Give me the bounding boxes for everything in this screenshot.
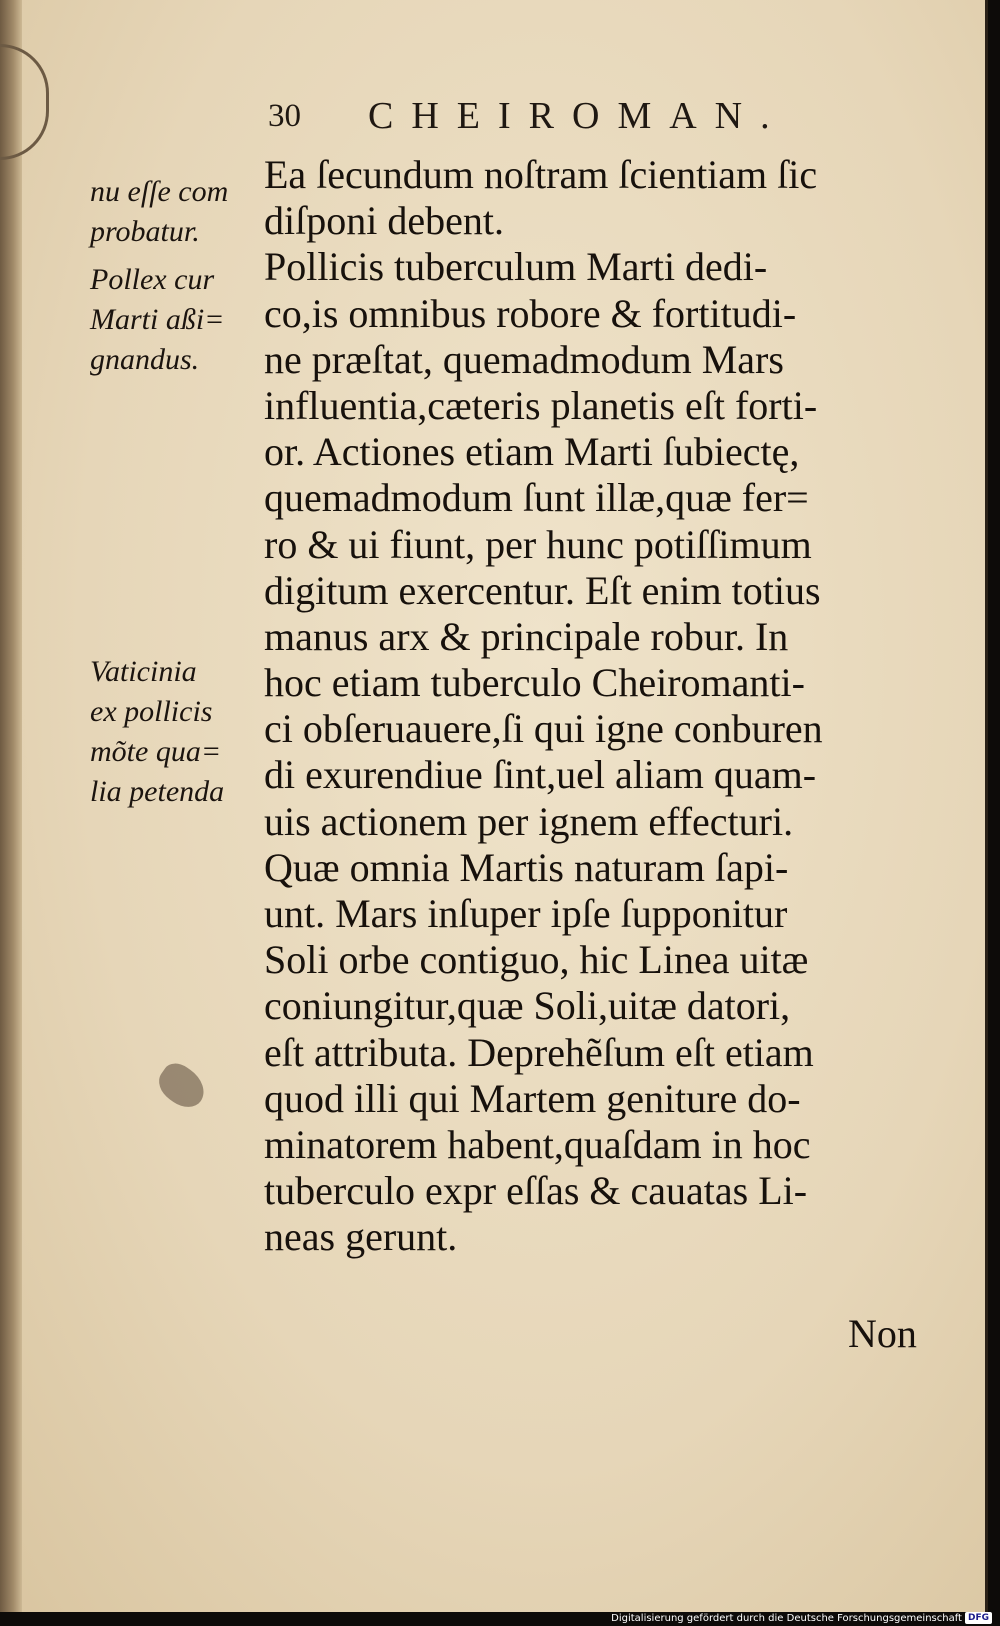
marginal-note-line: mõte qua= bbox=[90, 735, 222, 768]
text-line: uis actionem per ignem effecturi. bbox=[264, 798, 794, 844]
text-line: digitum exercentur. Eſt enim totius bbox=[264, 567, 821, 613]
text-line: eſt attributa. Deprehẽſum eſt etiam bbox=[264, 1029, 814, 1075]
text-line: Pollicis tuberculum Marti dedi- bbox=[264, 244, 768, 290]
clasp-ring bbox=[0, 44, 49, 160]
text-line: diſponi debent. bbox=[264, 198, 504, 244]
marginal-note-line: Marti aßi= bbox=[90, 303, 225, 336]
running-title: CHEIROMAN. bbox=[368, 95, 788, 137]
text-line: ne præſtat, quemadmodum Mars bbox=[264, 336, 784, 382]
text-line: Quæ omnia Martis naturam ſapi- bbox=[264, 844, 789, 890]
text-line: or. Actiones etiam Marti ſubiectę, bbox=[264, 429, 800, 475]
marginal-note-line: gnandus. bbox=[90, 343, 200, 376]
marginal-note-line: probatur. bbox=[90, 215, 200, 248]
marginal-note-line: Pollex cur bbox=[90, 263, 215, 296]
text-line: Ea ſecundum noſtram ſcientiam ſic bbox=[264, 152, 818, 197]
text-line: coniungitur,quæ Soli,uitæ datori, bbox=[264, 983, 791, 1029]
binding-gutter bbox=[0, 0, 22, 1612]
text-line: manus arx & principale robur. In bbox=[264, 613, 789, 659]
digitization-footer bbox=[611, 1611, 992, 1625]
text-line: Soli orbe contiguo, hic Linea uitæ bbox=[264, 937, 809, 983]
page-number: 30 bbox=[268, 98, 301, 134]
text-line: hoc etiam tuberculo Cheiromanti- bbox=[264, 660, 805, 706]
text-line: co,is omnibus robore & fortitudi- bbox=[264, 290, 797, 336]
running-head bbox=[268, 92, 808, 142]
marginal-note-line: ex pollicis bbox=[90, 695, 213, 728]
footer-text: Digitalisierung gefördert durch die Deutsche Forschungsgemeinschaft bbox=[611, 1612, 962, 1624]
marginal-note-line: Vaticinia bbox=[90, 655, 197, 688]
marginal-note bbox=[90, 260, 260, 380]
text-line: tuberculo expr eſſas & cauatas Li- bbox=[264, 1168, 808, 1214]
text-line: neas gerunt. bbox=[264, 1214, 458, 1260]
text-line: quemadmodum ſunt illæ,quæ fer= bbox=[264, 475, 809, 521]
catchword: Non bbox=[848, 1311, 917, 1356]
text-line: quod illi qui Martem geniture do- bbox=[264, 1075, 801, 1121]
text-line: ci obſeruauere,ſi qui igne conburen bbox=[264, 706, 823, 752]
marginal-note-line: nu eſſe com bbox=[90, 175, 229, 208]
marginal-note bbox=[90, 652, 260, 812]
text-line: ro & ui fiunt, per hunc potiſſimum bbox=[264, 521, 812, 567]
text-line: di exurendiue ſint,uel aliam quam- bbox=[264, 752, 817, 798]
ink-stain bbox=[152, 1057, 212, 1114]
text-line: minatorem habent,quaſdam in hoc bbox=[264, 1121, 811, 1167]
marginal-note-line: lia petenda bbox=[90, 775, 225, 808]
dfg-logo: DFG bbox=[965, 1612, 992, 1624]
marginal-note bbox=[90, 172, 260, 252]
text-line: influentia,cæteris planetis eſt forti- bbox=[264, 382, 818, 428]
body-text bbox=[264, 152, 944, 1261]
text-line: unt. Mars inſuper ipſe ſupponitur bbox=[264, 891, 788, 936]
